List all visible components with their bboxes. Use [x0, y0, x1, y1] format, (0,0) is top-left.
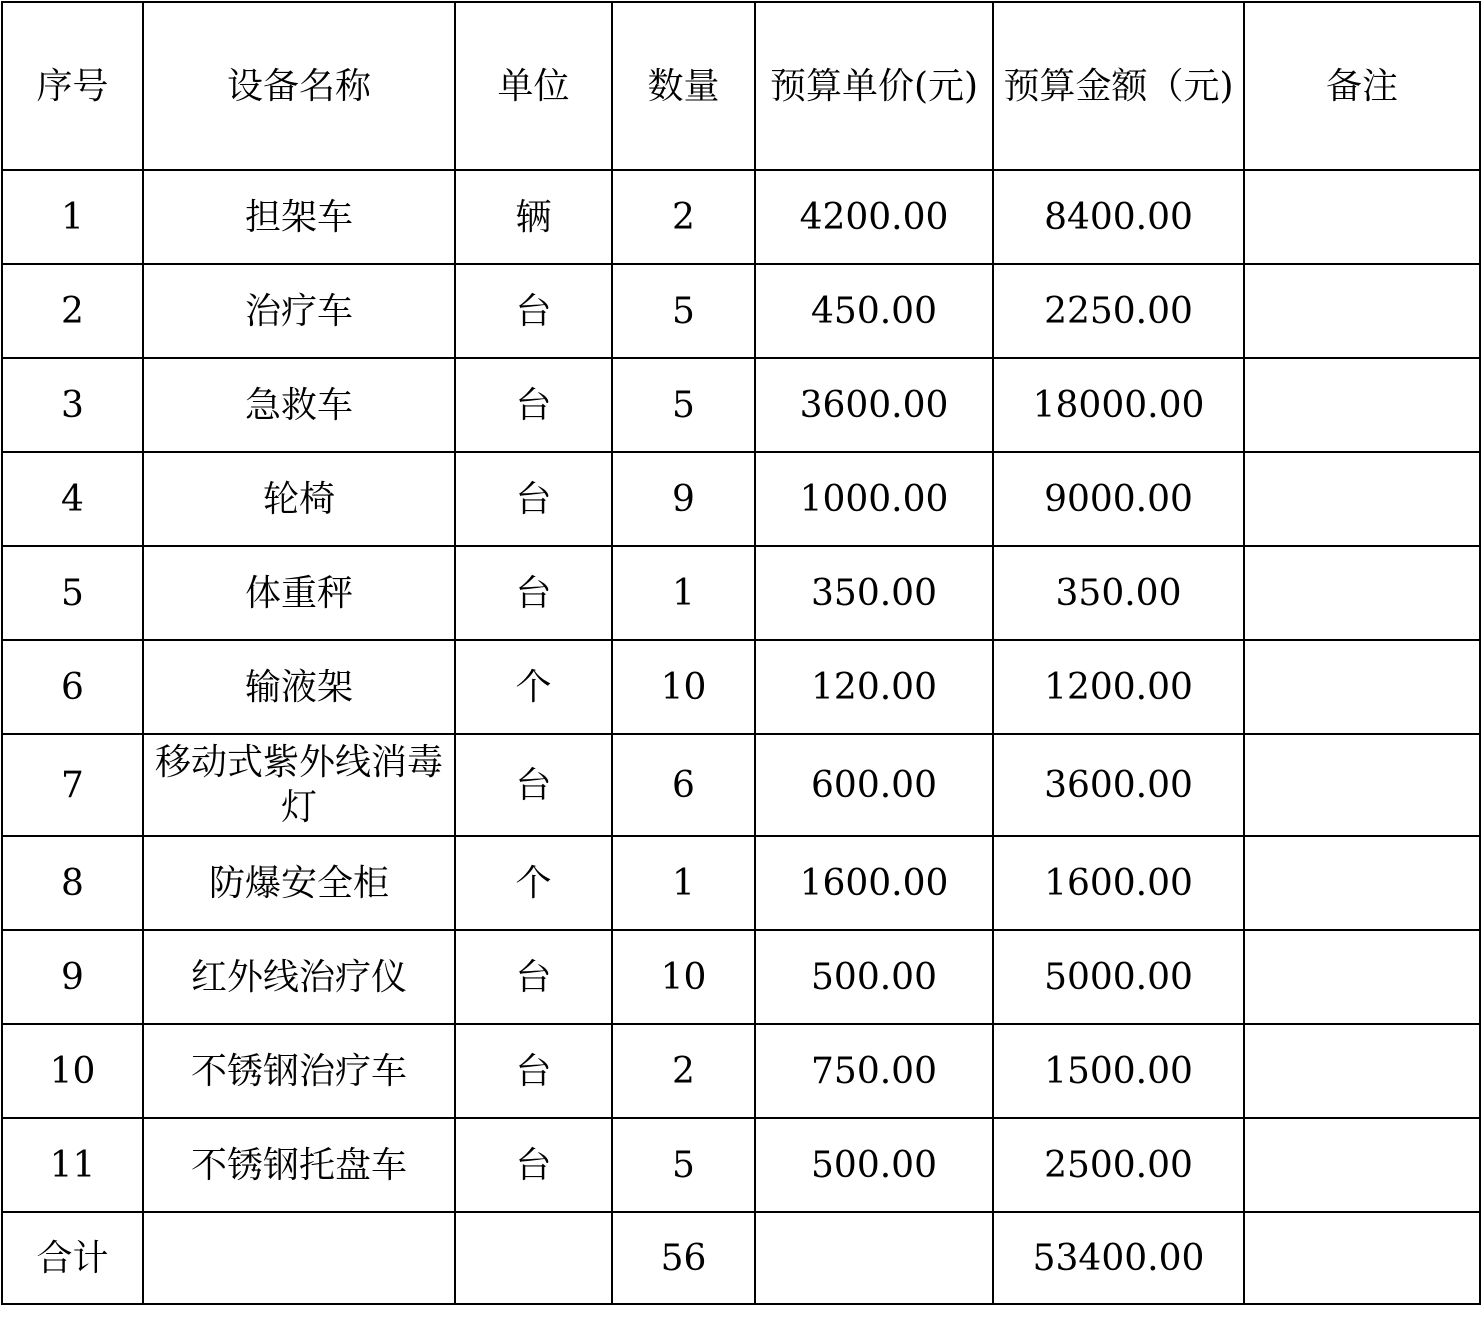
cell-seq: 11 — [2, 1118, 143, 1212]
cell-remark — [1244, 836, 1480, 930]
cell-unit-price: 500.00 — [755, 930, 993, 1024]
cell-unit-price: 120.00 — [755, 640, 993, 734]
cell-quantity: 6 — [612, 734, 755, 836]
cell-remark — [1244, 930, 1480, 1024]
header-remark: 备注 — [1244, 2, 1480, 170]
cell-seq: 10 — [2, 1024, 143, 1118]
cell-remark — [1244, 734, 1480, 836]
cell-unit-price: 4200.00 — [755, 170, 993, 264]
table-row — [2, 836, 1480, 930]
table-row — [2, 264, 1480, 358]
cell-quantity: 5 — [612, 264, 755, 358]
cell-remark — [1244, 452, 1480, 546]
cell-seq: 6 — [2, 640, 143, 734]
cell-unit: 台 — [455, 358, 612, 452]
cell-seq: 5 — [2, 546, 143, 640]
total-quantity: 56 — [612, 1212, 755, 1304]
cell-seq: 3 — [2, 358, 143, 452]
cell-unit: 台 — [455, 452, 612, 546]
cell-remark — [1244, 1118, 1480, 1212]
cell-amount: 9000.00 — [993, 452, 1244, 546]
cell-remark — [1244, 640, 1480, 734]
header-amount: 预算金额（元) — [993, 2, 1244, 170]
cell-equipment-name: 输液架 — [143, 640, 455, 734]
cell-unit: 个 — [455, 836, 612, 930]
cell-unit-price: 750.00 — [755, 1024, 993, 1118]
cell-quantity: 1 — [612, 546, 755, 640]
cell-unit-price: 500.00 — [755, 1118, 993, 1212]
cell-quantity: 2 — [612, 170, 755, 264]
cell-seq: 8 — [2, 836, 143, 930]
cell-seq: 2 — [2, 264, 143, 358]
header-equipment-name: 设备名称 — [143, 2, 455, 170]
table-row — [2, 640, 1480, 734]
cell-remark — [1244, 546, 1480, 640]
cell-seq: 7 — [2, 734, 143, 836]
table-total-row — [2, 1212, 1480, 1304]
cell-quantity: 5 — [612, 1118, 755, 1212]
cell-amount: 3600.00 — [993, 734, 1244, 836]
cell-unit-price: 350.00 — [755, 546, 993, 640]
table-row — [2, 452, 1480, 546]
total-label: 合计 — [2, 1212, 143, 1304]
total-amount: 53400.00 — [993, 1212, 1244, 1304]
table-row — [2, 930, 1480, 1024]
total-name-cell — [143, 1212, 455, 1304]
cell-unit: 个 — [455, 640, 612, 734]
cell-quantity: 5 — [612, 358, 755, 452]
cell-amount: 1200.00 — [993, 640, 1244, 734]
cell-unit: 台 — [455, 546, 612, 640]
cell-unit-price: 1000.00 — [755, 452, 993, 546]
table-row — [2, 170, 1480, 264]
cell-equipment-name: 急救车 — [143, 358, 455, 452]
cell-remark — [1244, 1024, 1480, 1118]
cell-amount: 5000.00 — [993, 930, 1244, 1024]
cell-equipment-name: 红外线治疗仪 — [143, 930, 455, 1024]
cell-unit-price: 450.00 — [755, 264, 993, 358]
cell-remark — [1244, 170, 1480, 264]
table-row — [2, 1024, 1480, 1118]
cell-amount: 1600.00 — [993, 836, 1244, 930]
cell-equipment-name: 担架车 — [143, 170, 455, 264]
cell-unit: 台 — [455, 264, 612, 358]
cell-equipment-name: 体重秤 — [143, 546, 455, 640]
cell-remark — [1244, 358, 1480, 452]
equipment-budget-table — [1, 1, 1481, 1305]
cell-unit: 台 — [455, 734, 612, 836]
cell-quantity: 10 — [612, 640, 755, 734]
cell-amount: 18000.00 — [993, 358, 1244, 452]
cell-equipment-name: 轮椅 — [143, 452, 455, 546]
total-remark-cell — [1244, 1212, 1480, 1304]
cell-unit: 台 — [455, 930, 612, 1024]
cell-equipment-name: 治疗车 — [143, 264, 455, 358]
table-row — [2, 1118, 1480, 1212]
cell-unit-price: 1600.00 — [755, 836, 993, 930]
cell-remark — [1244, 264, 1480, 358]
cell-quantity: 9 — [612, 452, 755, 546]
cell-equipment-name: 防爆安全柜 — [143, 836, 455, 930]
cell-equipment-name: 不锈钢托盘车 — [143, 1118, 455, 1212]
cell-quantity: 10 — [612, 930, 755, 1024]
cell-seq: 9 — [2, 930, 143, 1024]
cell-unit: 辆 — [455, 170, 612, 264]
header-quantity: 数量 — [612, 2, 755, 170]
cell-amount: 350.00 — [993, 546, 1244, 640]
total-unit-price-cell — [755, 1212, 993, 1304]
header-unit: 单位 — [455, 2, 612, 170]
cell-amount: 8400.00 — [993, 170, 1244, 264]
cell-amount: 2250.00 — [993, 264, 1244, 358]
cell-seq: 1 — [2, 170, 143, 264]
table-row — [2, 734, 1480, 836]
cell-quantity: 2 — [612, 1024, 755, 1118]
cell-unit-price: 3600.00 — [755, 358, 993, 452]
table-row — [2, 358, 1480, 452]
cell-unit-price: 600.00 — [755, 734, 993, 836]
cell-amount: 1500.00 — [993, 1024, 1244, 1118]
cell-unit: 台 — [455, 1118, 612, 1212]
table-header-row — [2, 2, 1480, 170]
header-seq: 序号 — [2, 2, 143, 170]
header-unit-price: 预算单价(元) — [755, 2, 993, 170]
total-unit-cell — [455, 1212, 612, 1304]
cell-seq: 4 — [2, 452, 143, 546]
table-row — [2, 546, 1480, 640]
cell-unit: 台 — [455, 1024, 612, 1118]
cell-equipment-name: 移动式紫外线消毒灯 — [143, 734, 455, 836]
cell-amount: 2500.00 — [993, 1118, 1244, 1212]
cell-equipment-name: 不锈钢治疗车 — [143, 1024, 455, 1118]
cell-quantity: 1 — [612, 836, 755, 930]
